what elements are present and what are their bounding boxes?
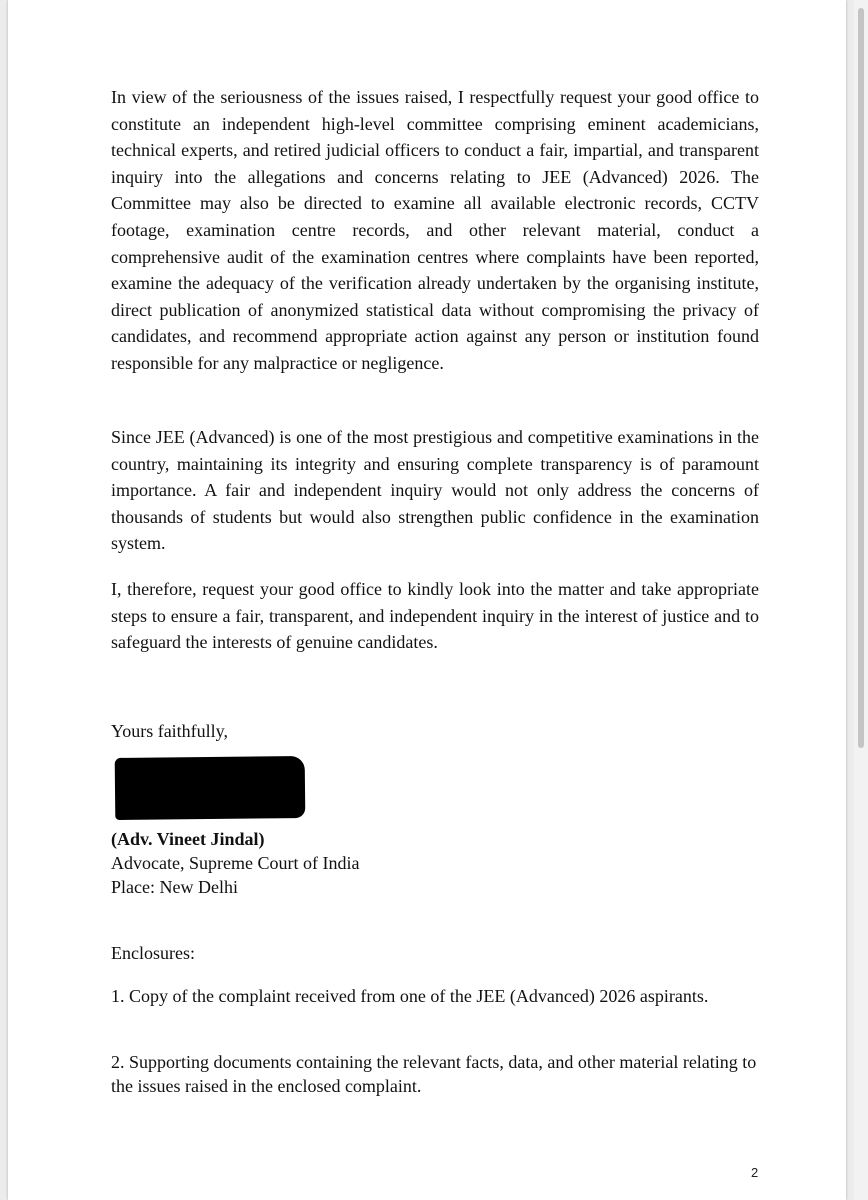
closing-salutation: Yours faithfully, [111, 721, 229, 741]
paragraph-request-committee: In view of the seriousness of the issues raised, I respectfully request your good office to constitute an independent high-level committee comprising eminent academicians, technical experts, and retired judicial officers to conduct a fair, impartial, and transparent inquiry into the allegations and concerns relating to JEE (Advanced) 2026. The Committee may also be directed to examine all available electronic records, CCTV footage, examination centre records, and other relevant material, conduct a comprehensive audit of the examination centres where complaints have been reported, examine the adequacy of the verification already undertaken by the organising institute, direct publication of anonymized statistical data without compromising the privacy of candidates, and recommend appropriate action against any person or institution found responsible for any malpractice or negligence. [111, 87, 759, 373]
scrollbar-thumb[interactable] [858, 8, 864, 748]
page-number: 2 [751, 1165, 759, 1180]
enclosure-item: 1. Copy of the complaint received from one of the JEE (Advanced) 2026 aspirants. [111, 986, 709, 1006]
signature-redaction [115, 756, 306, 820]
vertical-scrollbar[interactable] [854, 0, 868, 1200]
document-page [8, 0, 846, 1200]
enclosure-item: 2. Supporting documents containing the relevant facts, data, and other material relating to the issues raised in the enclosed complaint. [111, 1052, 757, 1096]
paragraph-exam-integrity: Since JEE (Advanced) is one of the most prestigious and competitive examinations in the country, maintaining its integrity and ensuring complete transparency is of paramount importance. A fair and independent inquiry would not only address the concerns of thousands of students but would also strengthen public confidence in the examination system. [111, 427, 759, 554]
signatory-name: (Adv. Vineet Jindal) [111, 829, 265, 849]
paragraph-request-inquiry: I, therefore, request your good office to kindly look into the matter and take appropriate steps to ensure a fair, transparent, and independent inquiry in the interest of justice and to safeguard the interests of genuine candidates. [111, 579, 759, 653]
signatory-place: Place: New Delhi [111, 877, 238, 897]
enclosures-heading: Enclosures: [111, 943, 195, 963]
signatory-designation: Advocate, Supreme Court of India [111, 853, 360, 873]
